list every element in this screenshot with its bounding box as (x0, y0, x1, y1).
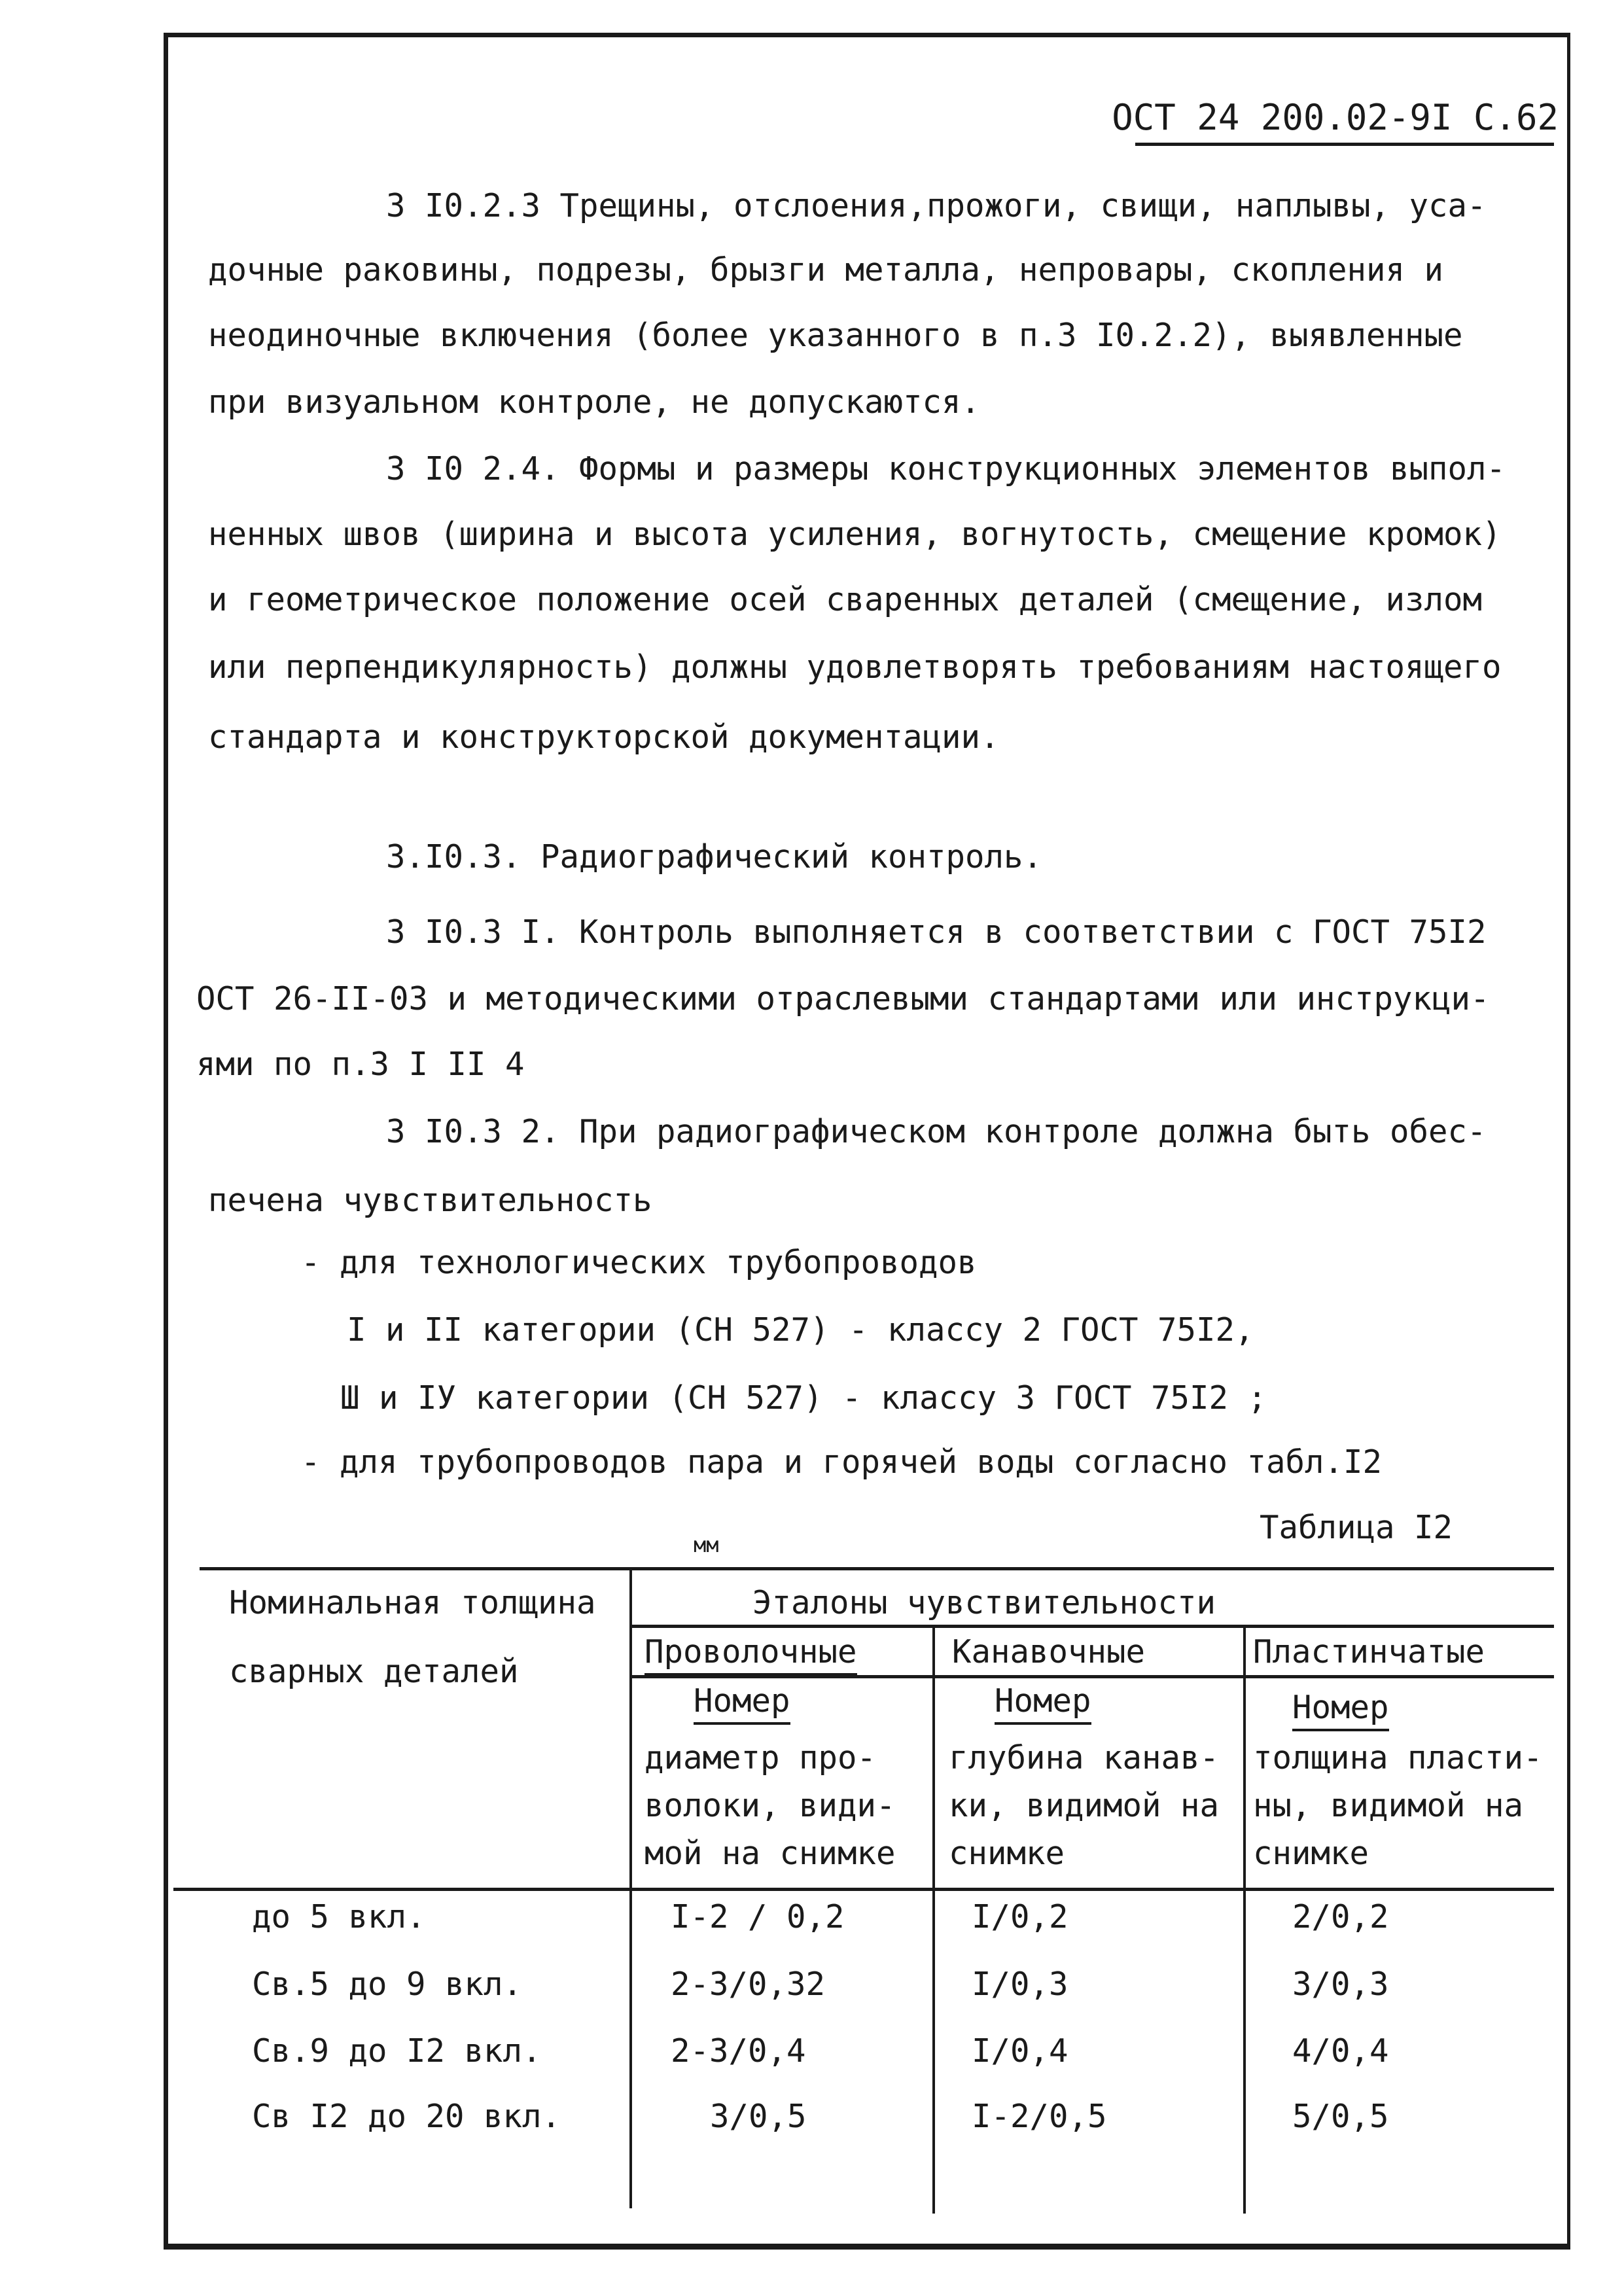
table-cell-groove: I/0,3 (972, 1966, 1068, 2003)
table-cell-plate: 3/0,3 (1292, 1966, 1389, 2003)
table-unit: мм (694, 1532, 719, 1557)
table-description: снимке (1253, 1835, 1369, 1872)
text-line: стандарта и конструкторской документации. (208, 718, 1000, 756)
table-description: глубина канав- (949, 1739, 1220, 1776)
table-cell-groove: I/0,2 (972, 1898, 1068, 1935)
text-line: 3 I0.3 2. При радиографическом контроле должна быть обес- (386, 1113, 1487, 1150)
table-description: снимке (949, 1835, 1065, 1872)
table-column-divider (629, 1567, 632, 2208)
table-description: диаметр про- (644, 1739, 877, 1776)
table-header-cell: сварных деталей (229, 1653, 519, 1690)
text-line: дочные раковины, подрезы, брызги металла, непровары, скопления и (208, 251, 1444, 289)
table-description: ны, видимой на (1253, 1787, 1524, 1824)
text-line: печена чувствительность (208, 1182, 652, 1219)
number-label-text: Номер (1292, 1689, 1389, 1731)
table-cell-wire: I-2 / 0,2 (671, 1898, 845, 1935)
text-line: 3 I0.3 I. Контроль выполняется в соответствии с ГОСТ 75I2 (386, 913, 1487, 951)
table-cell-wire: 3/0,5 (710, 2098, 807, 2135)
number-label (995, 1682, 1091, 1720)
table-header-bottom-rule (173, 1888, 1554, 1891)
number-label (1292, 1689, 1389, 1726)
text-line: ОСТ 26-II-03 и методическими отраслевыми стандартами или инструкци- (196, 980, 1490, 1017)
table-cell-thickness: Св.9 до I2 вкл. (252, 2032, 542, 2070)
document-number: ОСТ 24 200.02-9I С.62 (1112, 97, 1559, 138)
text-line: при визуальном контроле, не допускаются. (208, 383, 981, 421)
text-line: ями по п.3 I II 4 (196, 1046, 525, 1083)
table-caption: Таблица I2 (1260, 1509, 1453, 1546)
table-cell-groove: I/0,4 (972, 2032, 1068, 2070)
table-subheader: Пластинчатые (1253, 1633, 1485, 1670)
text-line: или перпендикулярность) должны удовлетворять требованиям настоящего (208, 648, 1502, 686)
table-cell-wire: 2-3/0,4 (671, 2032, 806, 2070)
header-underline (1135, 143, 1554, 146)
table-cell-wire: 2-3/0,32 (671, 1966, 826, 2003)
table-description: толщина пласти- (1253, 1739, 1543, 1776)
table-description: волоки, види- (644, 1787, 896, 1824)
table-subheader (644, 1633, 857, 1670)
text-line: и геометрическое положение осей сваренных деталей (смещение, излом (208, 581, 1483, 618)
table-subheader-label: Проволочные (644, 1633, 857, 1676)
list-item: I и II категории (СН 527) - классу 2 ГОСТ 75I2, (347, 1311, 1254, 1349)
table-cell-thickness: Св.5 до 9 вкл. (252, 1966, 523, 2003)
table-subheader: Канавочные (952, 1633, 1146, 1670)
number-label-text: Номер (694, 1682, 790, 1725)
list-item: - для трубопроводов пара и горячей воды согласно табл.I2 (301, 1443, 1383, 1481)
list-item: Ш и IУ категории (СН 527) - классу 3 ГОСТ 75I2 ; (340, 1379, 1267, 1417)
section-title: 3.I0.3. Радиографический контроль. (386, 838, 1043, 875)
table-cell-thickness: Св I2 до 20 вкл. (252, 2098, 561, 2135)
table-description: мой на снимке (644, 1835, 896, 1872)
table-cell-plate: 5/0,5 (1292, 2098, 1389, 2135)
number-label-text: Номер (995, 1682, 1091, 1725)
table-cell-plate: 4/0,4 (1292, 2032, 1389, 2070)
list-item: - для технологических трубопроводов (301, 1244, 977, 1281)
table-header-cell: Номинальная толщина (229, 1584, 596, 1621)
table-cell-plate: 2/0,2 (1292, 1898, 1389, 1935)
text-line: неодиночные включения (более указанного в п.3 I0.2.2), выявленные (208, 317, 1463, 354)
table-group-header: Эталоны чувствительности (752, 1584, 1216, 1621)
text-line: ненных швов (ширина и высота усиления, вогнутость, смещение кромок) (208, 516, 1502, 553)
table-column-divider (1243, 1625, 1246, 2214)
table-cell-groove: I-2/0,5 (972, 2098, 1107, 2135)
table-top-rule (200, 1567, 1554, 1570)
text-line: 3 I0.2.3 Трещины, отслоения,прожоги, свищи, наплывы, уса- (386, 187, 1487, 224)
table-column-divider (932, 1625, 935, 2214)
number-label (694, 1682, 790, 1720)
table-group-rule (631, 1625, 1554, 1628)
table-cell-thickness: до 5 вкл. (252, 1898, 426, 1935)
text-line: 3 I0 2.4. Формы и размеры конструкционных элементов выпол- (386, 450, 1506, 487)
table-description: ки, видимой на (949, 1787, 1220, 1824)
